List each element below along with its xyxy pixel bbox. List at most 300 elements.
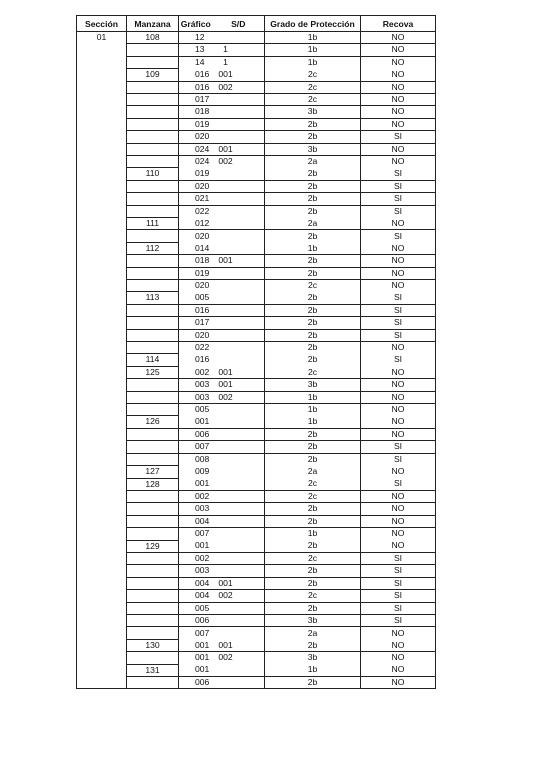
sd-cell [213, 131, 265, 143]
grafico-cell: 017 [179, 317, 213, 329]
grado-cell: 2b [265, 304, 361, 316]
sd-cell [213, 540, 265, 552]
manzana-cell [127, 490, 179, 502]
manzana-cell [127, 230, 179, 242]
sd-cell [213, 602, 265, 614]
manzana-cell: 114 [127, 354, 179, 366]
seccion-cell [77, 267, 127, 279]
grafico-cell: 001 [179, 664, 213, 676]
table-row [77, 230, 436, 242]
sd-value: 001 [218, 379, 233, 390]
seccion-cell [77, 218, 127, 230]
grafico-cell: 002 [179, 490, 213, 502]
recova-cell: SI [361, 552, 436, 564]
grado-cell: 1b [265, 404, 361, 416]
header-recova: Recova [361, 16, 436, 32]
table-row [77, 69, 436, 81]
manzana-cell [127, 131, 179, 143]
seccion-cell: 01 [77, 32, 127, 44]
recova-cell: NO [361, 143, 436, 155]
recova-cell: SI [361, 602, 436, 614]
grado-cell: 2b [265, 255, 361, 267]
grado-cell: 2b [265, 205, 361, 217]
table-row [77, 515, 436, 527]
manzana-cell [127, 441, 179, 453]
grafico-cell: 003 [179, 391, 213, 403]
sd-cell [213, 69, 265, 81]
seccion-cell [77, 416, 127, 428]
sd-cell [213, 627, 265, 639]
manzana-cell: 130 [127, 639, 179, 651]
seccion-cell [77, 528, 127, 540]
grafico-cell: 003 [179, 503, 213, 515]
recova-cell: SI [361, 329, 436, 341]
grafico-cell: 007 [179, 627, 213, 639]
sd-cell [213, 528, 265, 540]
seccion-cell [77, 242, 127, 254]
table-row [77, 416, 436, 428]
seccion-cell [77, 577, 127, 589]
table-row [77, 317, 436, 329]
grado-cell: 2b [265, 515, 361, 527]
table-row [77, 143, 436, 155]
recova-cell: NO [361, 242, 436, 254]
manzana-cell [127, 627, 179, 639]
protection-table [76, 15, 436, 689]
recova-cell: SI [361, 292, 436, 304]
grado-cell: 2b [265, 565, 361, 577]
recova-cell: NO [361, 528, 436, 540]
manzana-cell [127, 56, 179, 68]
sd-cell [213, 354, 265, 366]
grado-cell: 1b [265, 528, 361, 540]
sd-cell [213, 391, 265, 403]
sd-cell [213, 280, 265, 292]
table-row [77, 242, 436, 254]
manzana-cell [127, 391, 179, 403]
table-row [77, 280, 436, 292]
sd-value: 002 [218, 156, 233, 167]
recova-cell: NO [361, 466, 436, 478]
grafico-cell: 020 [179, 131, 213, 143]
sd-cell [213, 218, 265, 230]
manzana-cell: 126 [127, 416, 179, 428]
sd-cell [213, 180, 265, 192]
grado-cell: 3b [265, 652, 361, 664]
manzana-cell [127, 453, 179, 465]
manzana-cell [127, 342, 179, 354]
header-manzana: Manzana [127, 16, 179, 32]
grado-cell: 1b [265, 242, 361, 254]
table-row [77, 168, 436, 180]
grado-cell: 2a [265, 627, 361, 639]
seccion-cell [77, 379, 127, 391]
sd-value: 1 [223, 44, 228, 55]
grafico-cell: 006 [179, 614, 213, 626]
table-row [77, 205, 436, 217]
manzana-cell: 111 [127, 218, 179, 230]
table-row [77, 180, 436, 192]
seccion-cell [77, 118, 127, 130]
grafico-cell: 006 [179, 428, 213, 440]
manzana-cell [127, 118, 179, 130]
seccion-cell [77, 106, 127, 118]
grafico-cell: 019 [179, 118, 213, 130]
recova-cell: SI [361, 131, 436, 143]
manzana-cell: 113 [127, 292, 179, 304]
grafico-cell: 005 [179, 602, 213, 614]
recova-cell: SI [361, 441, 436, 453]
grado-cell: 1b [265, 32, 361, 44]
recova-cell: NO [361, 428, 436, 440]
sd-cell [213, 292, 265, 304]
manzana-cell [127, 304, 179, 316]
recova-cell: NO [361, 515, 436, 527]
manzana-cell [127, 106, 179, 118]
manzana-cell [127, 590, 179, 602]
recova-cell: NO [361, 94, 436, 106]
seccion-cell [77, 292, 127, 304]
manzana-cell [127, 552, 179, 564]
table-row [77, 478, 436, 490]
table-row [77, 156, 436, 168]
grado-cell: 2b [265, 317, 361, 329]
recova-cell: NO [361, 391, 436, 403]
sd-cell [213, 404, 265, 416]
table-row [77, 379, 436, 391]
sd-cell [213, 652, 265, 664]
grafico-cell: 006 [179, 676, 213, 688]
recova-cell: NO [361, 664, 436, 676]
table-row [77, 428, 436, 440]
grado-cell: 2b [265, 453, 361, 465]
header-grado: Grado de Protección [265, 16, 361, 32]
seccion-cell [77, 627, 127, 639]
recova-cell: SI [361, 168, 436, 180]
table-row [77, 218, 436, 230]
sd-cell [213, 428, 265, 440]
manzana-cell [127, 329, 179, 341]
recova-cell: NO [361, 267, 436, 279]
manzana-cell [127, 565, 179, 577]
table-row [77, 118, 436, 130]
manzana-cell: 128 [127, 478, 179, 490]
sd-cell [213, 118, 265, 130]
grafico-cell: 020 [179, 329, 213, 341]
seccion-cell [77, 466, 127, 478]
grado-cell: 2b [265, 503, 361, 515]
grafico-cell: 001 [179, 639, 213, 651]
table-row [77, 354, 436, 366]
sd-cell [213, 255, 265, 267]
table-row [77, 652, 436, 664]
recova-cell: SI [361, 180, 436, 192]
recova-cell: NO [361, 639, 436, 651]
header-grafico: Gráfico [179, 16, 213, 32]
seccion-cell [77, 602, 127, 614]
seccion-cell [77, 156, 127, 168]
recova-cell: SI [361, 614, 436, 626]
manzana-cell: 125 [127, 366, 179, 378]
sd-cell [213, 379, 265, 391]
seccion-cell [77, 478, 127, 490]
seccion-cell [77, 230, 127, 242]
recova-cell: NO [361, 106, 436, 118]
recova-cell: SI [361, 354, 436, 366]
recova-cell: NO [361, 218, 436, 230]
grafico-cell: 001 [179, 416, 213, 428]
grafico-cell: 019 [179, 267, 213, 279]
recova-cell: NO [361, 652, 436, 664]
recova-cell: NO [361, 280, 436, 292]
seccion-cell [77, 540, 127, 552]
grado-cell: 2c [265, 552, 361, 564]
grado-cell: 1b [265, 56, 361, 68]
manzana-cell [127, 379, 179, 391]
grado-cell: 2b [265, 292, 361, 304]
recova-cell: NO [361, 490, 436, 502]
manzana-cell [127, 280, 179, 292]
grado-cell: 2c [265, 94, 361, 106]
sd-cell [213, 304, 265, 316]
seccion-cell [77, 676, 127, 688]
grafico-cell: 001 [179, 652, 213, 664]
table-row [77, 441, 436, 453]
grado-cell: 2b [265, 329, 361, 341]
grafico-cell: 13 [179, 44, 213, 56]
recova-cell: SI [361, 304, 436, 316]
table-row [77, 44, 436, 56]
grado-cell: 2c [265, 81, 361, 93]
sd-value: 001 [218, 639, 233, 650]
sd-cell [213, 565, 265, 577]
table-row [77, 81, 436, 93]
grado-cell: 1b [265, 416, 361, 428]
grado-cell: 2b [265, 131, 361, 143]
seccion-cell [77, 366, 127, 378]
header-row [77, 16, 436, 32]
sd-cell [213, 242, 265, 254]
table-row [77, 404, 436, 416]
table-row [77, 528, 436, 540]
sd-cell [213, 503, 265, 515]
sd-value: 001 [218, 366, 233, 377]
table-body [77, 32, 436, 689]
sd-cell [213, 676, 265, 688]
seccion-cell [77, 515, 127, 527]
grafico-cell: 016 [179, 304, 213, 316]
sd-cell [213, 94, 265, 106]
recova-cell: SI [361, 205, 436, 217]
recova-cell: NO [361, 118, 436, 130]
manzana-cell: 108 [127, 32, 179, 44]
grado-cell: 2c [265, 478, 361, 490]
sd-cell [213, 614, 265, 626]
table-row [77, 664, 436, 676]
table-row [77, 106, 436, 118]
sd-cell [213, 342, 265, 354]
table-row [77, 503, 436, 515]
recova-cell: SI [361, 478, 436, 490]
manzana-cell: 110 [127, 168, 179, 180]
seccion-cell [77, 404, 127, 416]
grado-cell: 2c [265, 280, 361, 292]
sd-cell [213, 478, 265, 490]
manzana-cell: 131 [127, 664, 179, 676]
grafico-cell: 008 [179, 453, 213, 465]
sd-cell [213, 205, 265, 217]
seccion-cell [77, 317, 127, 329]
grado-cell: 1b [265, 44, 361, 56]
seccion-cell [77, 280, 127, 292]
grado-cell: 2c [265, 366, 361, 378]
table-row [77, 590, 436, 602]
sd-cell [213, 639, 265, 651]
grafico-cell: 004 [179, 515, 213, 527]
sd-cell [213, 81, 265, 93]
sd-value: 001 [218, 577, 233, 588]
table-row [77, 304, 436, 316]
table-row [77, 131, 436, 143]
table-row [77, 676, 436, 688]
grafico-cell: 003 [179, 565, 213, 577]
grado-cell: 2b [265, 577, 361, 589]
grado-cell: 2a [265, 156, 361, 168]
table-row [77, 490, 436, 502]
table-row [77, 639, 436, 651]
seccion-cell [77, 652, 127, 664]
manzana-cell: 129 [127, 540, 179, 552]
table-row [77, 577, 436, 589]
table-row [77, 614, 436, 626]
sd-value: 1 [223, 57, 228, 68]
recova-cell: NO [361, 255, 436, 267]
grado-cell: 2b [265, 540, 361, 552]
table-row [77, 552, 436, 564]
grafico-cell: 14 [179, 56, 213, 68]
recova-cell: NO [361, 366, 436, 378]
header-sd: S/D [213, 16, 265, 32]
manzana-cell: 109 [127, 69, 179, 81]
seccion-cell [77, 639, 127, 651]
grado-cell: 2b [265, 267, 361, 279]
recova-cell: NO [361, 56, 436, 68]
grafico-cell: 001 [179, 478, 213, 490]
manzana-cell [127, 143, 179, 155]
grafico-cell: 12 [179, 32, 213, 44]
sd-cell [213, 329, 265, 341]
grafico-cell: 004 [179, 590, 213, 602]
seccion-cell [77, 56, 127, 68]
grafico-cell: 020 [179, 280, 213, 292]
grafico-cell: 004 [179, 577, 213, 589]
seccion-cell [77, 81, 127, 93]
seccion-cell [77, 441, 127, 453]
grafico-cell: 007 [179, 528, 213, 540]
seccion-cell [77, 614, 127, 626]
recova-cell: NO [361, 44, 436, 56]
grafico-cell: 022 [179, 342, 213, 354]
seccion-cell [77, 565, 127, 577]
grado-cell: 3b [265, 106, 361, 118]
sd-cell [213, 490, 265, 502]
sd-cell [213, 416, 265, 428]
table-row [77, 540, 436, 552]
manzana-cell [127, 577, 179, 589]
sd-cell [213, 577, 265, 589]
grado-cell: 2b [265, 193, 361, 205]
table-row [77, 329, 436, 341]
sd-cell [213, 317, 265, 329]
recova-cell: SI [361, 193, 436, 205]
manzana-cell: 112 [127, 242, 179, 254]
grado-cell: 2b [265, 180, 361, 192]
seccion-cell [77, 552, 127, 564]
sd-cell [213, 32, 265, 44]
sd-value: 002 [218, 81, 233, 92]
sd-cell [213, 193, 265, 205]
sd-value: 002 [218, 590, 233, 601]
seccion-cell [77, 428, 127, 440]
manzana-cell [127, 404, 179, 416]
seccion-cell [77, 329, 127, 341]
manzana-cell [127, 614, 179, 626]
grafico-cell: 022 [179, 205, 213, 217]
sd-cell [213, 230, 265, 242]
grafico-cell: 016 [179, 354, 213, 366]
table-row [77, 32, 436, 44]
seccion-cell [77, 143, 127, 155]
manzana-cell [127, 255, 179, 267]
recova-cell: SI [361, 565, 436, 577]
header-seccion: Sección [77, 16, 127, 32]
recova-cell: SI [361, 453, 436, 465]
seccion-cell [77, 664, 127, 676]
manzana-cell [127, 652, 179, 664]
seccion-cell [77, 205, 127, 217]
seccion-cell [77, 590, 127, 602]
recova-cell: NO [361, 32, 436, 44]
seccion-cell [77, 168, 127, 180]
table-row [77, 565, 436, 577]
manzana-cell [127, 156, 179, 168]
manzana-cell [127, 44, 179, 56]
recova-cell: NO [361, 627, 436, 639]
table-row [77, 94, 436, 106]
seccion-cell [77, 69, 127, 81]
manzana-cell [127, 428, 179, 440]
manzana-cell [127, 676, 179, 688]
grado-cell: 2b [265, 118, 361, 130]
seccion-cell [77, 354, 127, 366]
manzana-cell [127, 94, 179, 106]
recova-cell: SI [361, 230, 436, 242]
sd-cell [213, 590, 265, 602]
grafico-cell: 002 [179, 366, 213, 378]
grado-cell: 2b [265, 354, 361, 366]
seccion-cell [77, 490, 127, 502]
sd-cell [213, 143, 265, 155]
grafico-cell: 009 [179, 466, 213, 478]
seccion-cell [77, 255, 127, 267]
recova-cell: NO [361, 69, 436, 81]
sd-cell [213, 664, 265, 676]
grado-cell: 2b [265, 168, 361, 180]
recova-cell: NO [361, 156, 436, 168]
manzana-cell [127, 317, 179, 329]
table-row [77, 366, 436, 378]
grado-cell: 2b [265, 230, 361, 242]
